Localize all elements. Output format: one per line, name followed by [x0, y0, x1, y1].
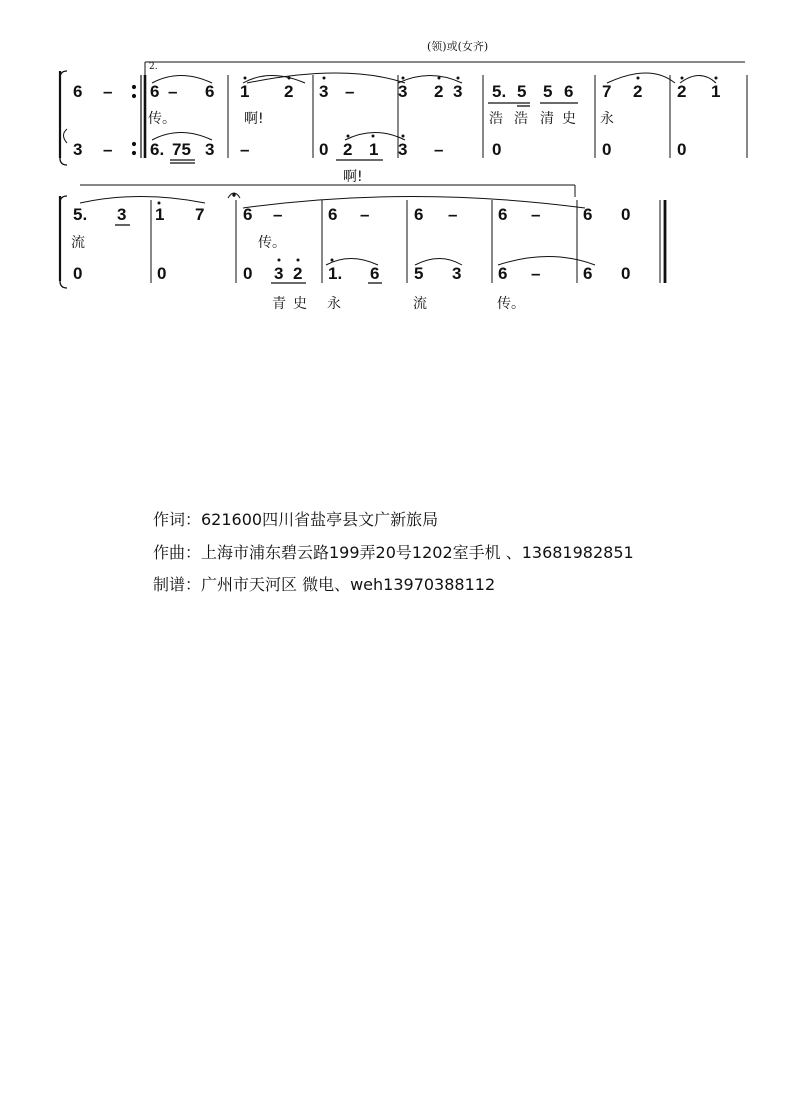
note: 6 [205, 82, 215, 101]
lyric: 史 [293, 296, 307, 312]
note: 3 [274, 264, 284, 283]
note: 0 [677, 140, 687, 159]
note: 0 [621, 264, 631, 283]
note: 0 [243, 264, 253, 283]
composer-credit: 作曲：上海市浦东碧云路199弄20号1202室手机 、13681982851 [153, 543, 634, 562]
score-lines [0, 0, 790, 330]
lyric: 传。 [258, 235, 286, 251]
note: 3 [117, 205, 127, 224]
note: 7 [195, 205, 205, 224]
note: – [434, 140, 444, 159]
note: 1 [155, 205, 165, 224]
note: – [448, 205, 458, 224]
note: 5 [543, 82, 553, 101]
note: 6 [414, 205, 424, 224]
note: 0 [492, 140, 502, 159]
note: 6. [150, 140, 165, 159]
lyric: 永 [327, 296, 341, 312]
lyric: 啊! [244, 111, 264, 127]
lyric: 史 [562, 111, 576, 127]
note: 1 [711, 82, 721, 101]
voice-part-note: (领)或(女齐) [427, 40, 489, 53]
note: 6 [328, 205, 338, 224]
note: – [531, 264, 541, 283]
lyric: 啊! [343, 169, 363, 185]
volta-number: 2. [149, 62, 158, 72]
note: 5. [492, 82, 507, 101]
lyric: 浩 [514, 111, 528, 127]
note: 6 [150, 82, 160, 101]
note: 3 [398, 140, 408, 159]
note: 1 [369, 140, 379, 159]
lyric: 永 [600, 111, 614, 127]
arranger-credit: 制谱：广州市天河区 微电、weh13970388112 [153, 575, 496, 594]
note: 3 [452, 264, 462, 283]
note: 7 [602, 82, 612, 101]
note: 1. [328, 264, 343, 283]
note: – [531, 205, 541, 224]
note: 5 [517, 82, 527, 101]
note: – [360, 205, 370, 224]
note: 6 [498, 205, 508, 224]
note: 5 [414, 264, 424, 283]
note: – [345, 82, 355, 101]
note: 1 [240, 82, 250, 101]
note: 6 [243, 205, 253, 224]
note: 3 [73, 140, 83, 159]
note: 6 [583, 205, 593, 224]
note: 0 [319, 140, 329, 159]
lyric: 传。 [148, 111, 176, 127]
note: 0 [157, 264, 167, 283]
lyric: 传。 [497, 296, 525, 312]
note: 2 [677, 82, 687, 101]
note: – [103, 82, 113, 101]
note: 0 [73, 264, 83, 283]
note: 6 [583, 264, 593, 283]
note: 2 [284, 82, 294, 101]
note: – [168, 82, 178, 101]
note: 5. [73, 205, 88, 224]
note: 3 [398, 82, 408, 101]
note: 2 [633, 82, 643, 101]
note: 3 [319, 82, 329, 101]
note: 75 [172, 140, 191, 159]
note: 0 [621, 205, 631, 224]
lyricist-credit: 作词：621600四川省盐亭县文广新旅局 [153, 510, 439, 529]
note: 2 [343, 140, 353, 159]
note: 6 [73, 82, 83, 101]
note: – [240, 140, 250, 159]
note: – [103, 140, 113, 159]
note: 3 [205, 140, 215, 159]
note: 2 [434, 82, 444, 101]
note: 0 [602, 140, 612, 159]
note: 2 [293, 264, 303, 283]
lyric: 流 [71, 235, 85, 251]
lyric: 浩 [489, 111, 503, 127]
note: 6 [498, 264, 508, 283]
note: 3 [453, 82, 463, 101]
lyric: 青 [272, 296, 286, 312]
note: – [273, 205, 283, 224]
note: 6 [564, 82, 574, 101]
lyric: 清 [540, 111, 554, 127]
note: 6 [370, 264, 380, 283]
lyric: 流 [413, 296, 427, 312]
